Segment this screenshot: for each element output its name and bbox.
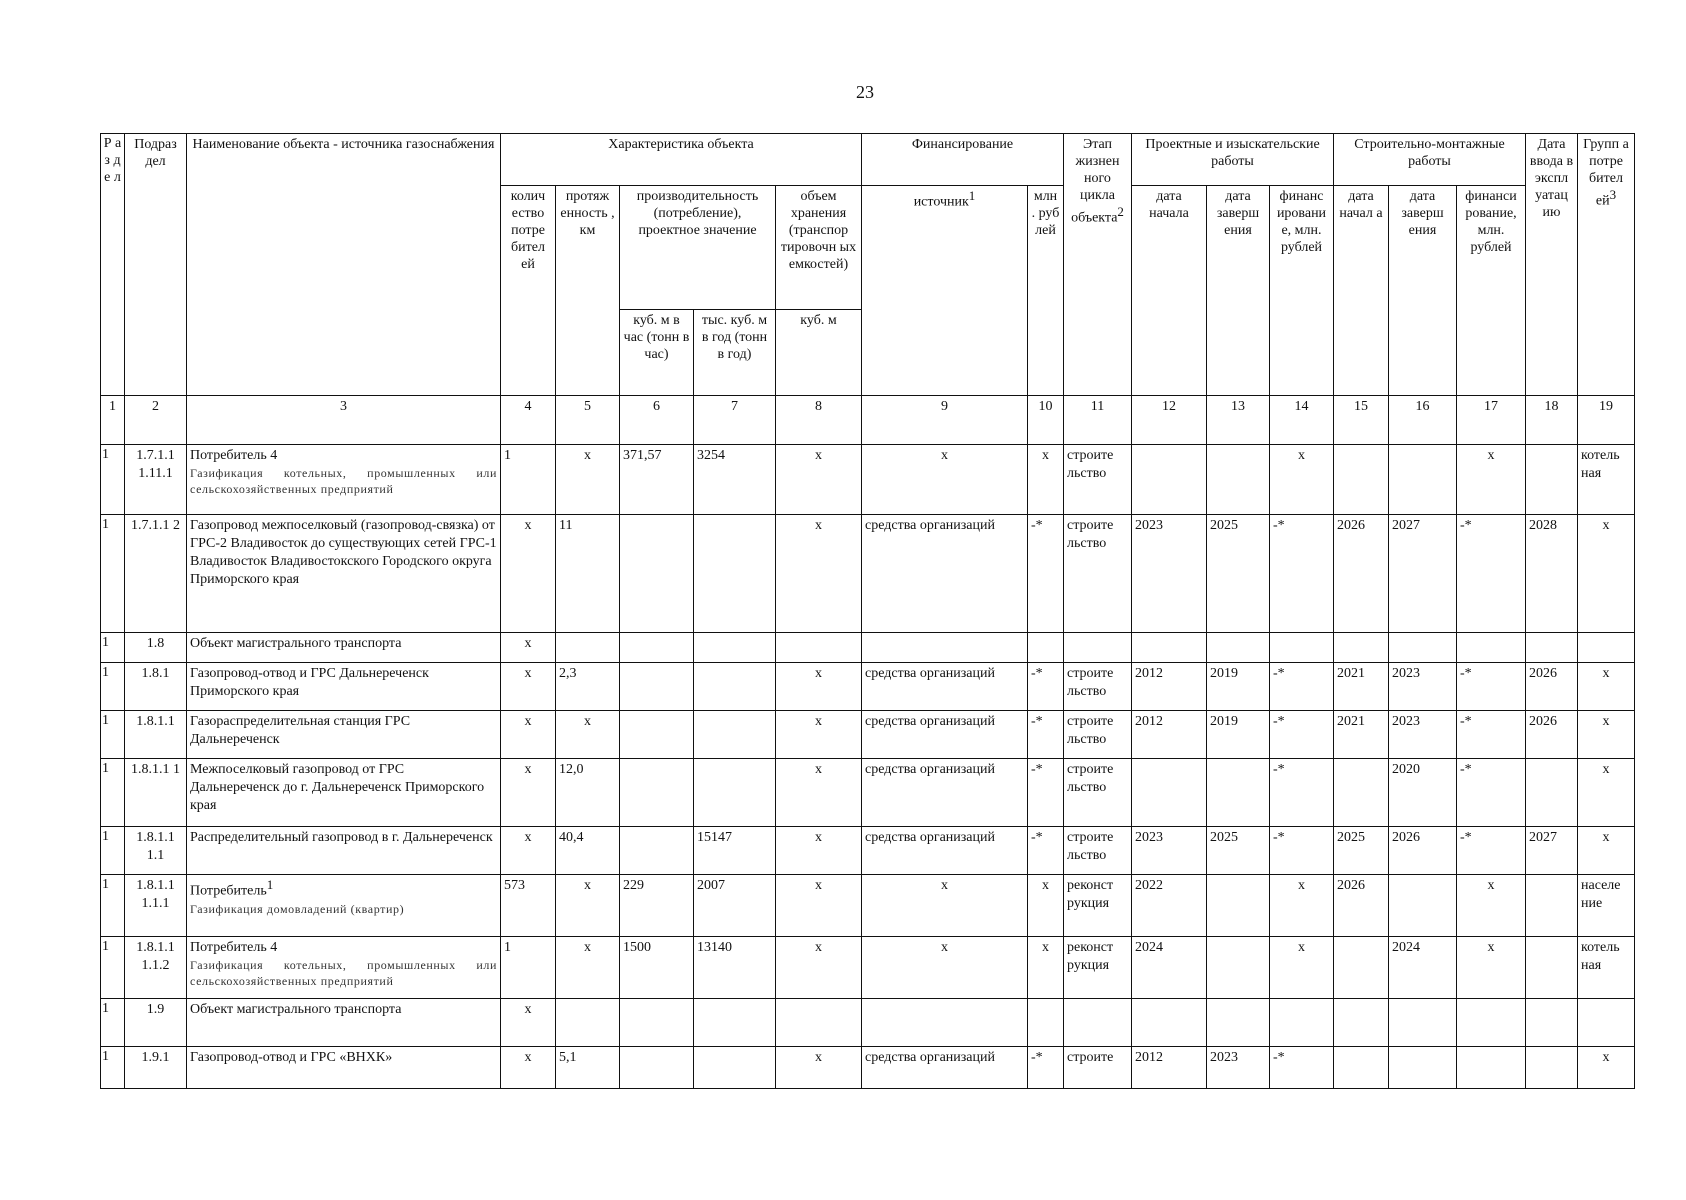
cell-commission: 2027 [1526, 827, 1578, 875]
table-row [101, 937, 1635, 999]
cell-razdel: 1 [101, 999, 125, 1047]
cell-per-year [694, 759, 776, 827]
cell-object-name [187, 711, 501, 759]
cell-per-hour [620, 633, 694, 663]
cell-mln [1028, 999, 1064, 1047]
object-name: Потребитель [190, 883, 267, 899]
cell-constr-end [1389, 875, 1457, 937]
column-number: 9 [862, 396, 1028, 445]
cell-design-start: 2024 [1132, 937, 1207, 999]
cell-commission [1526, 937, 1578, 999]
cell-mln [1028, 633, 1064, 663]
cell-group: x [1578, 663, 1635, 711]
header-unit-storage: куб. м [776, 310, 862, 396]
cell-design-end [1207, 633, 1270, 663]
column-number: 18 [1526, 396, 1578, 445]
table-row [101, 827, 1635, 875]
table-row [101, 663, 1635, 711]
cell-design-fin: -* [1270, 1047, 1334, 1089]
cell-constr-end [1389, 445, 1457, 515]
cell-stage [1064, 633, 1132, 663]
column-number: 2 [125, 396, 187, 445]
cell-per-hour [620, 999, 694, 1047]
cell-constr-fin: -* [1457, 515, 1526, 633]
cell-design-start [1132, 999, 1207, 1047]
header-length: протяж енность , км [556, 186, 620, 396]
cell-storage: x [776, 515, 862, 633]
cell-group: котель ная [1578, 937, 1635, 999]
cell-constr-end [1389, 633, 1457, 663]
table-row [101, 999, 1635, 1047]
cell-source [862, 633, 1028, 663]
cell-commission [1526, 1047, 1578, 1089]
cell-length: x [556, 445, 620, 515]
cell-per-hour: 371,57 [620, 445, 694, 515]
object-name: Распределительный газопровод в г. Дальнереченск [190, 830, 493, 845]
header-construction: Строительно-монтажные работы [1334, 134, 1526, 186]
cell-object-name [187, 999, 501, 1047]
header-design: Проектные и изыскательские работы [1132, 134, 1334, 186]
cell-constr-fin: x [1457, 875, 1526, 937]
cell-razdel: 1 [101, 875, 125, 937]
cell-commission [1526, 875, 1578, 937]
cell-group: x [1578, 759, 1635, 827]
cell-stage: строите льство [1064, 759, 1132, 827]
header-unit-hour: куб. м в час (тонн в час) [620, 310, 694, 396]
cell-stage: строите льство [1064, 827, 1132, 875]
cell-design-end [1207, 937, 1270, 999]
cell-constr-fin [1457, 999, 1526, 1047]
cell-consumers-count: x [501, 827, 556, 875]
header-podrazdel: Подраз дел [125, 134, 187, 396]
cell-per-year: 2007 [694, 875, 776, 937]
cell-design-end [1207, 999, 1270, 1047]
cell-consumers-count: x [501, 1047, 556, 1089]
header-name: Наименование объекта - источника газоснабжения [187, 134, 501, 396]
cell-object-name [187, 937, 501, 999]
cell-constr-fin [1457, 1047, 1526, 1089]
cell-mln: x [1028, 937, 1064, 999]
cell-design-fin: -* [1270, 663, 1334, 711]
object-name-note: 1 [266, 877, 274, 892]
cell-group: котель ная [1578, 445, 1635, 515]
header-commission: Дата ввода в экспл уатац ию [1526, 134, 1578, 396]
header-design-end: дата заверш ения [1207, 186, 1270, 396]
header-stage-text: Этап жизнен ного цикла объекта [1071, 137, 1120, 226]
cell-razdel: 1 [101, 663, 125, 711]
cell-razdel: 1 [101, 711, 125, 759]
cell-stage: строите льство [1064, 515, 1132, 633]
cell-per-year: 15147 [694, 827, 776, 875]
header-constr-start: дата начал а [1334, 186, 1389, 396]
cell-object-name [187, 663, 501, 711]
cell-storage: x [776, 937, 862, 999]
table-row [101, 759, 1635, 827]
cell-design-end: 2025 [1207, 827, 1270, 875]
cell-razdel: 1 [101, 633, 125, 663]
cell-design-fin: x [1270, 445, 1334, 515]
cell-source: средства организаций [862, 759, 1028, 827]
cell-podrazdel: 1.8.1.1 1.1 [125, 827, 187, 875]
cell-constr-end: 2020 [1389, 759, 1457, 827]
cell-consumers-count: 1 [501, 445, 556, 515]
cell-design-fin [1270, 999, 1334, 1047]
cell-design-start: 2012 [1132, 711, 1207, 759]
header-design-start: дата начала [1132, 186, 1207, 396]
object-name: Межпоселковый газопровод от ГРС Дальнереченск до г. Дальнереченск Приморского края [190, 762, 485, 813]
cell-design-start: 2023 [1132, 827, 1207, 875]
cell-per-year [694, 711, 776, 759]
cell-group: населе ние [1578, 875, 1635, 937]
cell-storage: x [776, 875, 862, 937]
column-number: 12 [1132, 396, 1207, 445]
cell-consumers-count: x [501, 711, 556, 759]
object-name-description: Газификация котельных, промышленных или сельскохозяйственных предприятий [190, 466, 497, 496]
table-row [101, 445, 1635, 515]
column-number: 3 [187, 396, 501, 445]
cell-design-start [1132, 759, 1207, 827]
cell-design-start [1132, 633, 1207, 663]
header-stage [1064, 134, 1132, 396]
cell-group: x [1578, 711, 1635, 759]
object-name: Газораспределительная станция ГРС Дальнереченск [190, 714, 411, 747]
cell-commission [1526, 633, 1578, 663]
cell-length: 2,3 [556, 663, 620, 711]
cell-source: средства организаций [862, 711, 1028, 759]
header-group [1578, 134, 1635, 396]
cell-consumers-count: x [501, 999, 556, 1047]
cell-constr-fin: x [1457, 937, 1526, 999]
cell-consumers-count: x [501, 515, 556, 633]
column-number: 13 [1207, 396, 1270, 445]
object-name: Газопровод-отвод и ГРС Дальнереченск Приморского края [190, 666, 429, 699]
cell-stage: реконст рукция [1064, 937, 1132, 999]
table-row [101, 515, 1635, 633]
header-source-note: 1 [968, 188, 976, 203]
cell-design-start: 2022 [1132, 875, 1207, 937]
cell-source: x [862, 937, 1028, 999]
cell-group: x [1578, 1047, 1635, 1089]
column-number: 19 [1578, 396, 1635, 445]
cell-constr-end: 2023 [1389, 663, 1457, 711]
cell-per-hour [620, 711, 694, 759]
column-number: 16 [1389, 396, 1457, 445]
cell-commission [1526, 759, 1578, 827]
cell-group [1578, 633, 1635, 663]
gas-supply-table [100, 133, 1635, 1089]
cell-commission [1526, 999, 1578, 1047]
cell-podrazdel: 1.8.1 [125, 663, 187, 711]
cell-length: x [556, 875, 620, 937]
cell-stage: строите льство [1064, 711, 1132, 759]
cell-group [1578, 999, 1635, 1047]
header-productivity: производительность (потребление), проектное значение [620, 186, 776, 310]
header-group-note: 3 [1609, 187, 1617, 202]
cell-object-name [187, 633, 501, 663]
cell-source: средства организаций [862, 1047, 1028, 1089]
cell-constr-start: 2026 [1334, 515, 1389, 633]
column-number: 11 [1064, 396, 1132, 445]
cell-constr-end: 2027 [1389, 515, 1457, 633]
object-name: Газопровод межпоселковый (газопровод-связка) от ГРС-2 Владивосток до существующих сетей ГРС-1 Владивосток Владивостокского Городского округа Приморского края [190, 518, 497, 587]
cell-podrazdel: 1.9 [125, 999, 187, 1047]
header-constr-end: дата заверш ения [1389, 186, 1457, 396]
cell-mln: x [1028, 445, 1064, 515]
object-name: Газопровод-отвод и ГРС «ВНХК» [190, 1050, 393, 1065]
column-number: 6 [620, 396, 694, 445]
cell-commission: 2026 [1526, 711, 1578, 759]
cell-length: x [556, 711, 620, 759]
page-number: 23 [856, 82, 874, 102]
cell-constr-end: 2026 [1389, 827, 1457, 875]
cell-per-year [694, 999, 776, 1047]
cell-design-fin [1270, 633, 1334, 663]
cell-length: 40,4 [556, 827, 620, 875]
table-row [101, 1047, 1635, 1089]
cell-razdel: 1 [101, 445, 125, 515]
cell-razdel: 1 [101, 759, 125, 827]
cell-storage: x [776, 663, 862, 711]
cell-constr-end [1389, 999, 1457, 1047]
cell-consumers-count: x [501, 663, 556, 711]
cell-per-hour [620, 663, 694, 711]
cell-constr-fin: -* [1457, 827, 1526, 875]
cell-razdel: 1 [101, 1047, 125, 1089]
cell-constr-fin: -* [1457, 711, 1526, 759]
cell-constr-end: 2024 [1389, 937, 1457, 999]
cell-constr-fin [1457, 633, 1526, 663]
header-characteristic: Характеристика объекта [501, 134, 862, 186]
cell-mln: -* [1028, 711, 1064, 759]
cell-podrazdel: 1.8.1.1 1.1.2 [125, 937, 187, 999]
cell-consumers-count: x [501, 759, 556, 827]
object-name-description: Газификация домовладений (квартир) [190, 901, 405, 916]
cell-constr-start [1334, 1047, 1389, 1089]
cell-per-year [694, 633, 776, 663]
header-source [862, 186, 1028, 396]
cell-design-fin: x [1270, 937, 1334, 999]
cell-razdel: 1 [101, 937, 125, 999]
cell-source: средства организаций [862, 827, 1028, 875]
cell-mln: -* [1028, 515, 1064, 633]
cell-constr-fin: x [1457, 445, 1526, 515]
cell-per-hour [620, 1047, 694, 1089]
cell-design-fin: -* [1270, 711, 1334, 759]
table-row [101, 875, 1635, 937]
cell-storage: x [776, 445, 862, 515]
cell-per-hour [620, 759, 694, 827]
cell-constr-fin: -* [1457, 759, 1526, 827]
header-group-text: Групп а потре бител ей [1583, 137, 1629, 209]
cell-storage: x [776, 759, 862, 827]
cell-source: средства организаций [862, 515, 1028, 633]
cell-per-year: 13140 [694, 937, 776, 999]
header-storage: объем хранения (транспор тировочн ых емкостей) [776, 186, 862, 310]
cell-design-start: 2012 [1132, 1047, 1207, 1089]
object-name: Объект магистрального транспорта [190, 636, 402, 651]
cell-storage: x [776, 711, 862, 759]
cell-commission [1526, 445, 1578, 515]
cell-object-name [187, 515, 501, 633]
cell-consumers-count: 573 [501, 875, 556, 937]
cell-design-fin: -* [1270, 759, 1334, 827]
cell-length [556, 999, 620, 1047]
column-number: 1 [101, 396, 125, 445]
cell-storage: x [776, 827, 862, 875]
cell-constr-start: 2025 [1334, 827, 1389, 875]
table-row [101, 633, 1635, 663]
cell-design-end: 2019 [1207, 663, 1270, 711]
cell-razdel: 1 [101, 827, 125, 875]
cell-object-name [187, 759, 501, 827]
cell-per-hour [620, 827, 694, 875]
object-name-description: Газификация котельных, промышленных или сельскохозяйственных предприятий [190, 958, 497, 988]
cell-podrazdel: 1.7.1.1 2 [125, 515, 187, 633]
cell-source: средства организаций [862, 663, 1028, 711]
cell-constr-end: 2023 [1389, 711, 1457, 759]
header-financing: Финансирование [862, 134, 1064, 186]
header-constr-fin: финанси рование, млн. рублей [1457, 186, 1526, 396]
column-number: 8 [776, 396, 862, 445]
cell-consumers-count: x [501, 633, 556, 663]
cell-design-fin: -* [1270, 515, 1334, 633]
cell-per-hour: 1500 [620, 937, 694, 999]
cell-stage: строите [1064, 1047, 1132, 1089]
cell-source [862, 999, 1028, 1047]
cell-design-fin: x [1270, 875, 1334, 937]
header-mln: млн . руб лей [1028, 186, 1064, 396]
cell-mln: x [1028, 875, 1064, 937]
cell-storage [776, 999, 862, 1047]
cell-per-year [694, 515, 776, 633]
object-name: Потребитель 4 [190, 940, 278, 955]
header-design-fin: финанс ировани е, млн. рублей [1270, 186, 1334, 396]
cell-object-name [187, 1047, 501, 1089]
cell-design-end: 2025 [1207, 515, 1270, 633]
column-number-row [101, 396, 1635, 445]
header-razdel [101, 134, 125, 396]
cell-constr-start [1334, 937, 1389, 999]
cell-object-name [187, 445, 501, 515]
cell-per-hour: 229 [620, 875, 694, 937]
cell-stage: реконст рукция [1064, 875, 1132, 937]
column-number: 17 [1457, 396, 1526, 445]
cell-constr-start: 2026 [1334, 875, 1389, 937]
cell-length: x [556, 937, 620, 999]
cell-design-end [1207, 759, 1270, 827]
cell-group: x [1578, 515, 1635, 633]
cell-mln: -* [1028, 663, 1064, 711]
cell-source: x [862, 445, 1028, 515]
cell-podrazdel: 1.7.1.1 1.11.1 [125, 445, 187, 515]
header-unit-year: тыс. куб. м в год (тонн в год) [694, 310, 776, 396]
cell-per-year: 3254 [694, 445, 776, 515]
cell-design-start: 2012 [1132, 663, 1207, 711]
column-number: 10 [1028, 396, 1064, 445]
cell-length: 11 [556, 515, 620, 633]
cell-podrazdel: 1.8.1.1 [125, 711, 187, 759]
cell-mln: -* [1028, 759, 1064, 827]
cell-podrazdel: 1.8 [125, 633, 187, 663]
cell-mln: -* [1028, 827, 1064, 875]
column-number: 4 [501, 396, 556, 445]
cell-design-fin: -* [1270, 827, 1334, 875]
cell-design-end [1207, 875, 1270, 937]
cell-storage [776, 633, 862, 663]
object-name: Объект магистрального транспорта [190, 1002, 402, 1017]
cell-design-end: 2019 [1207, 711, 1270, 759]
cell-podrazdel: 1.9.1 [125, 1047, 187, 1089]
cell-constr-start [1334, 633, 1389, 663]
cell-group: x [1578, 827, 1635, 875]
column-number: 7 [694, 396, 776, 445]
cell-razdel: 1 [101, 515, 125, 633]
cell-storage: x [776, 1047, 862, 1089]
cell-per-hour [620, 515, 694, 633]
cell-design-end [1207, 445, 1270, 515]
cell-per-year [694, 1047, 776, 1089]
column-number: 5 [556, 396, 620, 445]
object-name: Потребитель 4 [190, 448, 278, 463]
header-source-text: источник [913, 194, 969, 210]
cell-constr-start [1334, 999, 1389, 1047]
cell-length: 5,1 [556, 1047, 620, 1089]
cell-object-name [187, 875, 501, 937]
header-razdel-text: Р а з д е л [103, 136, 122, 185]
cell-design-start: 2023 [1132, 515, 1207, 633]
column-number: 15 [1334, 396, 1389, 445]
cell-constr-start [1334, 759, 1389, 827]
header-consumers-count: колич ество потре бител ей [501, 186, 556, 396]
cell-object-name [187, 827, 501, 875]
cell-consumers-count: 1 [501, 937, 556, 999]
cell-per-year [694, 663, 776, 711]
cell-commission: 2028 [1526, 515, 1578, 633]
cell-stage [1064, 999, 1132, 1047]
cell-constr-start [1334, 445, 1389, 515]
cell-mln: -* [1028, 1047, 1064, 1089]
cell-constr-start: 2021 [1334, 711, 1389, 759]
cell-design-start [1132, 445, 1207, 515]
cell-commission: 2026 [1526, 663, 1578, 711]
table-row [101, 711, 1635, 759]
cell-constr-end [1389, 1047, 1457, 1089]
cell-constr-start: 2021 [1334, 663, 1389, 711]
column-number: 14 [1270, 396, 1334, 445]
cell-podrazdel: 1.8.1.1 1.1.1 [125, 875, 187, 937]
cell-constr-fin: -* [1457, 663, 1526, 711]
cell-podrazdel: 1.8.1.1 1 [125, 759, 187, 827]
cell-source: x [862, 875, 1028, 937]
cell-stage: строите льство [1064, 663, 1132, 711]
header-stage-note: 2 [1117, 204, 1124, 219]
cell-design-end: 2023 [1207, 1047, 1270, 1089]
cell-length [556, 633, 620, 663]
cell-stage: строите льство [1064, 445, 1132, 515]
cell-length: 12,0 [556, 759, 620, 827]
